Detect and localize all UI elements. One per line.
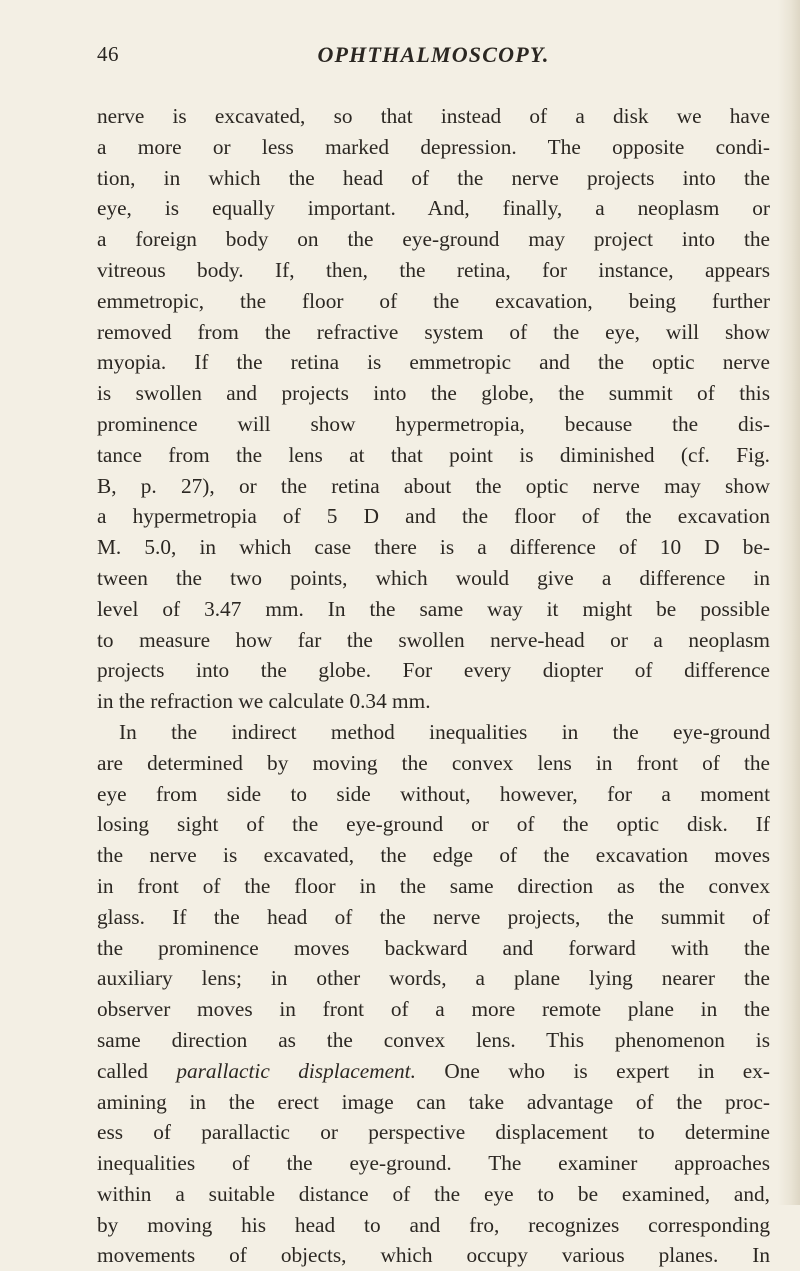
text-line: level of 3.47 mm. In the same way it might be possible: [97, 596, 770, 621]
text-line: the prominence moves backward and forward with the: [97, 935, 770, 960]
text-line: glass. If the head of the nerve projects, the summit of: [97, 904, 770, 929]
text-line: inequalities of the eye-ground. The examiner approaches: [97, 1151, 770, 1176]
text-line: a foreign body on the eye-ground may project into the: [97, 227, 770, 252]
text-line: to measure how far the swollen nerve-head or a neoplasm: [97, 627, 770, 652]
body-text: [97, 101, 770, 1271]
text-line: eye, is equally important. And, finally, a neoplasm or: [97, 196, 770, 221]
text-line: B, p. 27), or the retina about the optic nerve may show: [97, 473, 770, 498]
page-header: [97, 42, 770, 72]
text-line: prominence will show hypermetropia, because the dis-: [97, 411, 770, 436]
text-line: same direction as the convex lens. This phenomenon is: [97, 1027, 770, 1052]
italic-term: parallactic displacement.: [176, 1058, 416, 1083]
text-line: nerve is excavated, so that instead of a disk we have: [97, 104, 770, 128]
text-line: in front of the floor in the same direction as the convex: [97, 873, 770, 898]
text-line: In the indirect method inequalities in the eye-ground: [119, 719, 770, 744]
page-number: 46: [97, 42, 119, 66]
text-line: [97, 1056, 770, 1087]
text-segment: One who is expert in ex-: [415, 1058, 770, 1083]
text-line: myopia. If the retina is emmetropic and the optic nerve: [97, 350, 770, 375]
text-line: vitreous body. If, then, the retina, for instance, appears: [97, 257, 770, 282]
text-line: a more or less marked depression. The opposite condi-: [97, 134, 770, 159]
text-line: in the refraction we calculate 0.34 mm.: [97, 689, 431, 714]
text-line: projects into the globe. For every diopter of difference: [97, 658, 770, 683]
text-line: the nerve is excavated, the edge of the excavation moves: [97, 843, 770, 868]
text-line: movements of objects, which occupy various planes. In: [97, 1243, 770, 1268]
text-line: M. 5.0, in which case there is a difference of 10 D be-: [97, 535, 770, 560]
text-line: a hypermetropia of 5 D and the floor of the excavation: [97, 504, 770, 529]
text-line: eye from side to side without, however, for a moment: [97, 781, 770, 806]
text-line: emmetropic, the floor of the excavation, being further: [97, 288, 770, 313]
text-line: ess of parallactic or perspective displacement to determine: [97, 1120, 770, 1145]
text-line: losing sight of the eye-ground or of the optic disk. If: [97, 812, 770, 837]
text-line: tance from the lens at that point is diminished (cf. Fig.: [97, 442, 770, 467]
text-line: tion, in which the head of the nerve projects into the: [97, 165, 770, 190]
text-line: observer moves in front of a more remote plane in the: [97, 997, 770, 1022]
text-line: auxiliary lens; in other words, a plane lying nearer the: [97, 966, 770, 991]
text-line: by moving his head to and fro, recognizes corresponding: [97, 1212, 770, 1237]
page-edge-shadow: [778, 0, 800, 1205]
text-segment: called: [97, 1058, 177, 1083]
running-title: OPHTHALMOSCOPY.: [317, 42, 550, 67]
text-line: tween the two points, which would give a difference in: [97, 565, 770, 590]
text-line: is swollen and projects into the globe, the summit of this: [97, 381, 770, 406]
text-line: removed from the refractive system of the eye, will show: [97, 319, 770, 344]
text-line: are determined by moving the convex lens in front of the: [97, 750, 770, 775]
text-line: amining in the erect image can take advantage of the proc-: [97, 1089, 770, 1114]
text-line: within a suitable distance of the eye to be examined, and,: [97, 1181, 770, 1206]
